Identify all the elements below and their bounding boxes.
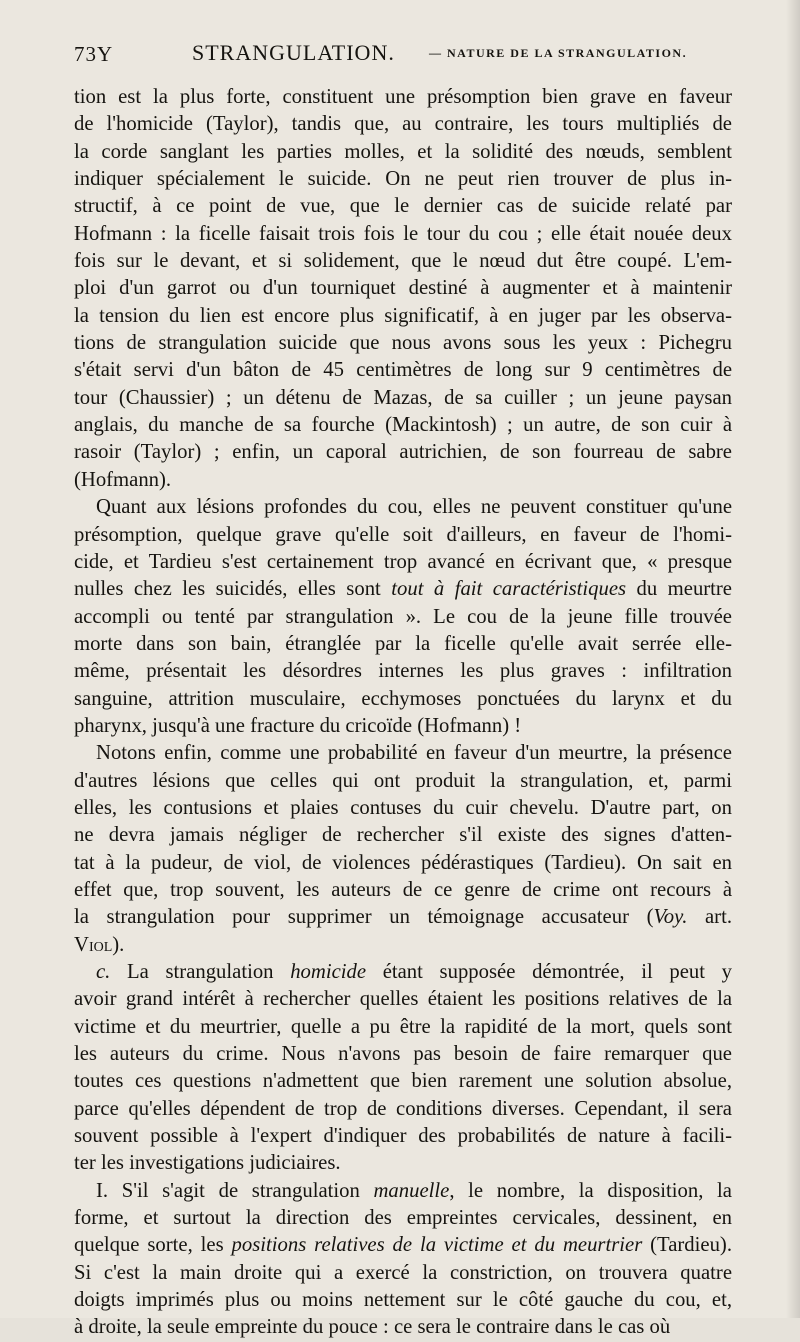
text-run: ploi d'un garrot ou d'un tourniquet destiné à augmenter et à maintenir [74,277,732,300]
running-subtitle: — NATURE DE LA STRANGULATION. [429,46,688,60]
text-line [74,494,732,521]
text-line [74,631,732,658]
text-run: effet que, trop souvent, les auteurs de ce genre de crime ont recours à [74,878,732,901]
text-line [74,1314,732,1341]
text-run: I. S'il s'agit de strangulation [96,1179,374,1202]
text-run: ). [112,933,125,956]
text-run: La strangulation [110,961,291,983]
text-run: s'était servi d'un bâton de 45 centimètres de long sur 9 centimètres de [74,359,732,382]
text-line [74,221,732,248]
text-line [74,932,732,959]
text-line [74,1068,732,1095]
text-run: tion est la plus forte, constituent une présomption bien grave en faveur [74,86,732,108]
text-line [74,604,732,631]
text-line [74,904,732,931]
text-line [74,877,732,904]
page-number: 73Y [74,42,114,66]
text-run: forme, et surtout la direction des empreintes cervicales, dessinent, en [74,1207,732,1230]
text-line [74,768,732,795]
text-run: pharynx, jusqu'à une fracture du cricoïde (Hofmann) ! [74,714,522,737]
text-line [74,795,732,822]
text-run: anglais, du manche de sa fourche (Mackintosh) ; un autre, de son cuir à [74,414,732,437]
text-line [74,658,732,685]
text-run: indiquer spécialement le suicide. On ne peut rien trouver de plus in- [74,168,732,191]
text-line [74,713,732,740]
text-run: la strangulation pour supprimer un témoignage accusateur ( [74,906,654,929]
text-line [74,1014,732,1041]
text-line [74,166,732,193]
text-run: positions relatives de la victime et du meurtrier [231,1234,643,1257]
text-line [74,1150,732,1177]
text-line [74,1205,732,1232]
running-header [74,34,744,68]
text-line [74,959,732,986]
text-line [74,850,732,877]
text-run: les auteurs du crime. Nous n'avons pas besoin de faire remarquer que [74,1043,732,1066]
text-line [74,986,732,1013]
text-line [74,1260,732,1287]
text-run: tat à la pudeur, de viol, de violences pédérastiques (Tardieu). On sait en [74,851,732,874]
text-run: cide, et Tardieu s'est certainement trop avancé en écrivant que, « presque [74,550,732,573]
text-run: fois sur le devant, et si solidement, que le nœud dut être coupé. L'em- [74,250,732,273]
text-run: (Hofmann). [74,468,172,491]
text-line [74,248,732,275]
text-line [74,1123,732,1150]
text-line [74,111,732,138]
text-line [74,275,732,302]
text-line [74,139,732,166]
text-line [74,1178,732,1205]
text-run: art. [687,906,732,929]
text-line [74,1287,732,1314]
text-run: tions de strangulation suicide que nous avons sous les yeux : Pichegru [74,332,732,355]
text-line [74,576,732,603]
text-run: parce qu'elles dépendent de trop de conditions diverses. Cependant, il sera [74,1097,732,1120]
text-run: Viol [74,933,113,956]
text-run: Quant aux lésions profondes du cou, elles ne peuvent constituer qu'une [96,496,732,519]
text-run: avoir grand intérêt à rechercher quelles étaient les positions relatives de la [74,988,732,1011]
text-run: même, présentait les désordres internes les plus graves : infiltration [74,660,732,683]
text-run: homicide [290,961,367,983]
text-run: tour (Chaussier) ; un détenu de Mazas, de sa cuiller ; un jeune paysan [74,386,732,409]
text-run: la corde sanglant les parties molles, et la solidité des nœuds, semblent [74,140,732,163]
text-run: nulles chez les suicidés, elles sont [74,578,392,601]
text-run: tout à fait caractéristiques [391,578,627,601]
text-run: Hofmann : la ficelle faisait trois fois le tour du cou ; elle était nouée deux [74,222,732,245]
text-line [74,330,732,357]
text-line [74,740,732,767]
text-run: elles, les contusions et plaies contuses du cuir chevelu. D'autre part, on [74,796,732,819]
running-title: STRANGULATION. [192,40,395,65]
text-line [74,84,732,111]
text-run: structif, à ce point de vue, que le dernier cas de suicide relaté par [74,195,732,218]
text-run: ter les investigations judiciaires. [74,1152,341,1175]
text-line [74,303,732,330]
text-line [74,549,732,576]
text-run: à droite, la seule empreinte du pouce : ce sera le contraire dans le cas où [74,1316,671,1339]
text-run: Si c'est la main droite qui a exercé la constriction, on trouvera quatre [74,1261,732,1284]
text-run: (Tardieu). [642,1234,732,1257]
text-run: Notons enfin, comme une probabilité en faveur d'un meurtre, la présence [96,742,732,765]
text-line [74,1096,732,1123]
text-line [74,522,732,549]
page-edge-shadow [786,0,800,1318]
text-run: ne devra jamais négliger de rechercher s'il existe des signes d'atten- [74,824,732,847]
text-line [74,467,732,494]
text-run: Voy. [653,906,688,929]
text-run: doigts imprimés plus ou moins nettement sur le côté gauche du cou, et, [74,1289,732,1312]
text-line [74,412,732,439]
text-run: de l'homicide (Taylor), tandis que, au contraire, les tours multipliés de [74,113,732,136]
text-run: morte dans son bain, étranglée par la ficelle qu'elle avait serrée elle- [74,632,732,655]
text-run: étant supposée démontrée, il peut y [366,961,732,983]
text-line [74,357,732,384]
text-line [74,1041,732,1068]
text-run: manuelle [373,1179,450,1202]
text-run: accompli ou tenté par strangulation ». Le cou de la jeune fille trouvée [74,605,732,628]
text-run: du meurtre [626,578,732,601]
text-run: c. [96,961,111,983]
body-text [74,84,732,1342]
text-run: sanguine, attrition musculaire, ecchymoses ponctuées du larynx et du [74,687,732,710]
text-line [74,686,732,713]
text-run: , le nombre, la disposition, la [449,1179,732,1202]
text-run: quelque sorte, les [74,1234,232,1257]
text-run: souvent possible à l'expert d'indiquer des probabilités de nature à facili- [74,1125,732,1148]
text-line [74,193,732,220]
text-line [74,1232,732,1259]
text-run: d'autres lésions que celles qui ont produit la strangulation, et, parmi [74,769,732,792]
text-run: victime et du meurtrier, quelle a pu être la rapidité de la mort, quels sont [74,1015,732,1038]
text-line [74,822,732,849]
text-run: toutes ces questions n'admettent que bien rarement une solution absolue, [74,1070,732,1093]
text-run: la tension du lien est encore plus significatif, à en juger par les observa- [74,304,732,327]
text-run: rasoir (Taylor) ; enfin, un caporal autrichien, de son fourreau de sabre [74,441,732,464]
text-line [74,439,732,466]
text-line [74,385,732,412]
text-run: présomption, quelque grave qu'elle soit d'ailleurs, en faveur de l'homi- [74,523,732,546]
